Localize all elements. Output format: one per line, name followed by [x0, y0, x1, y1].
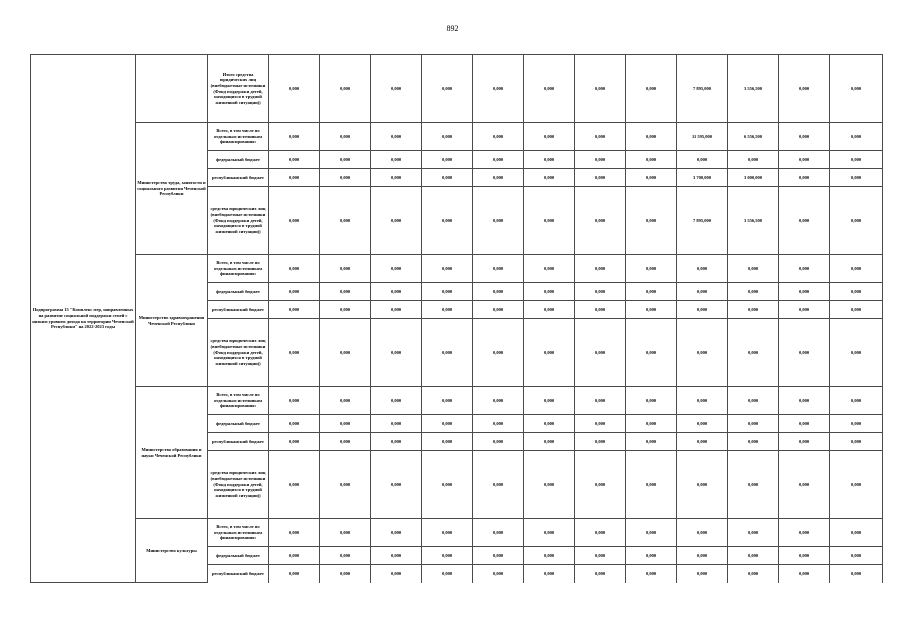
amount-cell: 0,000 [779, 123, 830, 151]
amount-cell: 0,000 [422, 319, 473, 387]
source-fund: средства юридических лиц (внебюджетные источники (Фонд поддержки детей, находящихся в трудной жизненной ситуации)) [208, 187, 269, 255]
amount-cell: 0,000 [728, 283, 779, 301]
amount-cell: 0,000 [320, 187, 371, 255]
amount-cell: 0,000 [728, 433, 779, 451]
source-federal: федеральный бюджет [208, 283, 269, 301]
amount-cell: 0,000 [575, 255, 626, 283]
amount-cell: 0,000 [320, 387, 371, 415]
amount-cell: 0,000 [320, 301, 371, 319]
amount-cell: 0,000 [320, 415, 371, 433]
amount-cell: 0,000 [830, 123, 883, 151]
amount-cell: 3 700,000 [677, 169, 728, 187]
amount-cell: 0,000 [473, 387, 524, 415]
amount-cell: 0,000 [575, 187, 626, 255]
program-label: Подпрограмма 15 "Комплекс мер, направленных на развитие социальной поддержки семей с низким уровнем дохода на территории Чеченской Республики" на 2022-2023 годы [31, 55, 136, 583]
amount-cell: 0,000 [830, 283, 883, 301]
amount-cell: 3 556,500 [728, 55, 779, 123]
amount-cell: 0,000 [473, 187, 524, 255]
amount-cell: 0,000 [524, 283, 575, 301]
amount-cell: 0,000 [269, 283, 320, 301]
table-row [31, 387, 883, 415]
amount-cell: 0,000 [677, 433, 728, 451]
amount-cell: 0,000 [524, 123, 575, 151]
amount-cell: 0,000 [779, 319, 830, 387]
amount-cell: 0,000 [830, 433, 883, 451]
amount-cell: 0,000 [320, 255, 371, 283]
amount-cell: 0,000 [371, 415, 422, 433]
amount-cell: 0,000 [728, 547, 779, 565]
amount-cell: 0,000 [473, 433, 524, 451]
amount-cell: 0,000 [830, 55, 883, 123]
amount-cell: 0,000 [473, 301, 524, 319]
amount-cell: 0,000 [626, 255, 677, 283]
amount-cell: 0,000 [575, 565, 626, 583]
amount-cell: 0,000 [269, 255, 320, 283]
amount-cell: 0,000 [524, 519, 575, 547]
amount-cell: 0,000 [728, 415, 779, 433]
amount-cell: 0,000 [779, 169, 830, 187]
source-republic: республиканский бюджет [208, 301, 269, 319]
agency-culture-ministry: Министерство культуры [136, 519, 208, 583]
amount-cell: 0,000 [626, 55, 677, 123]
amount-cell: 0,000 [320, 55, 371, 123]
amount-cell: 0,000 [422, 187, 473, 255]
amount-cell: 0,000 [269, 55, 320, 123]
amount-cell: 0,000 [779, 301, 830, 319]
amount-cell: 0,000 [371, 301, 422, 319]
amount-cell: 0,000 [320, 169, 371, 187]
amount-cell: 0,000 [269, 565, 320, 583]
amount-cell: 0,000 [728, 319, 779, 387]
amount-cell: 0,000 [524, 451, 575, 519]
amount-cell: 0,000 [779, 547, 830, 565]
amount-cell: 0,000 [575, 547, 626, 565]
amount-cell: 0,000 [473, 169, 524, 187]
amount-cell: 0,000 [626, 519, 677, 547]
amount-cell: 0,000 [524, 187, 575, 255]
source-total: Всего, в том числе по отдельным источникам финансирования: [208, 255, 269, 283]
amount-cell: 0,000 [422, 283, 473, 301]
amount-cell: 0,000 [371, 169, 422, 187]
amount-cell: 0,000 [524, 55, 575, 123]
amount-cell: 0,000 [575, 319, 626, 387]
amount-cell: 0,000 [371, 151, 422, 169]
amount-cell: 0,000 [830, 319, 883, 387]
amount-cell: 0,000 [677, 255, 728, 283]
amount-cell: 0,000 [626, 433, 677, 451]
source-republic: республиканский бюджет [208, 169, 269, 187]
amount-cell: 0,000 [371, 255, 422, 283]
amount-cell: 0,000 [626, 319, 677, 387]
amount-cell: 0,000 [422, 451, 473, 519]
amount-cell: 0,000 [371, 283, 422, 301]
source-fund-total: Итого средства юридических лиц (внебюджетные источники (Фонд поддержки детей, находящихся в трудной жизненной ситуации)) [208, 55, 269, 123]
amount-cell: 0,000 [473, 255, 524, 283]
amount-cell: 0,000 [320, 283, 371, 301]
amount-cell: 0,000 [830, 151, 883, 169]
amount-cell: 0,000 [320, 123, 371, 151]
amount-cell: 0,000 [626, 187, 677, 255]
amount-cell: 7 895,000 [677, 187, 728, 255]
amount-cell: 0,000 [575, 415, 626, 433]
agency-education-ministry: Министерство образования и науки Чеченской Республики [136, 387, 208, 519]
amount-cell: 3 000,000 [728, 169, 779, 187]
amount-cell: 0,000 [269, 387, 320, 415]
amount-cell: 0,000 [728, 151, 779, 169]
amount-cell: 0,000 [779, 565, 830, 583]
amount-cell: 0,000 [830, 565, 883, 583]
amount-cell: 0,000 [269, 301, 320, 319]
amount-cell: 0,000 [320, 565, 371, 583]
source-total: Всего, в том числе по отдельным источникам финансирования: [208, 123, 269, 151]
amount-cell: 0,000 [830, 451, 883, 519]
amount-cell: 0,000 [269, 169, 320, 187]
amount-cell: 3 556,500 [728, 187, 779, 255]
amount-cell: 0,000 [422, 433, 473, 451]
amount-cell: 0,000 [830, 301, 883, 319]
amount-cell: 0,000 [677, 301, 728, 319]
amount-cell: 11 595,000 [677, 123, 728, 151]
amount-cell: 0,000 [320, 547, 371, 565]
amount-cell: 0,000 [626, 169, 677, 187]
amount-cell: 7 895,000 [677, 55, 728, 123]
amount-cell: 0,000 [830, 187, 883, 255]
agency-cell-empty [136, 55, 208, 123]
amount-cell: 0,000 [779, 451, 830, 519]
amount-cell: 0,000 [728, 519, 779, 547]
amount-cell: 0,000 [371, 565, 422, 583]
amount-cell: 0,000 [473, 519, 524, 547]
source-federal: федеральный бюджет [208, 547, 269, 565]
amount-cell: 0,000 [524, 255, 575, 283]
amount-cell: 0,000 [473, 319, 524, 387]
amount-cell: 0,000 [626, 151, 677, 169]
source-republic: республиканский бюджет [208, 433, 269, 451]
table-row [31, 55, 883, 123]
amount-cell: 0,000 [269, 123, 320, 151]
amount-cell: 0,000 [524, 415, 575, 433]
amount-cell: 0,000 [779, 387, 830, 415]
amount-cell: 0,000 [269, 187, 320, 255]
amount-cell: 0,000 [473, 151, 524, 169]
amount-cell: 0,000 [677, 519, 728, 547]
amount-cell: 0,000 [269, 451, 320, 519]
amount-cell: 0,000 [677, 565, 728, 583]
source-fund: средства юридических лиц (внебюджетные источники (Фонд поддержки детей, находящихся в трудной жизненной ситуации)) [208, 319, 269, 387]
amount-cell: 0,000 [371, 319, 422, 387]
amount-cell: 0,000 [269, 433, 320, 451]
amount-cell: 0,000 [371, 451, 422, 519]
source-federal: федеральный бюджет [208, 415, 269, 433]
amount-cell: 0,000 [677, 451, 728, 519]
amount-cell: 0,000 [320, 151, 371, 169]
amount-cell: 0,000 [779, 55, 830, 123]
source-federal: федеральный бюджет [208, 151, 269, 169]
amount-cell: 0,000 [728, 387, 779, 415]
amount-cell: 0,000 [320, 319, 371, 387]
amount-cell: 0,000 [728, 255, 779, 283]
amount-cell: 0,000 [422, 387, 473, 415]
amount-cell: 0,000 [422, 547, 473, 565]
agency-labor-ministry: Министерство труда, занятости и социального развития Чеченской Республики [136, 123, 208, 255]
amount-cell: 0,000 [677, 547, 728, 565]
amount-cell: 0,000 [473, 451, 524, 519]
amount-cell: 0,000 [371, 187, 422, 255]
amount-cell: 0,000 [320, 451, 371, 519]
table-row [31, 519, 883, 547]
table-row [31, 123, 883, 151]
amount-cell: 0,000 [422, 123, 473, 151]
amount-cell: 0,000 [830, 255, 883, 283]
amount-cell: 0,000 [626, 565, 677, 583]
amount-cell: 0,000 [524, 387, 575, 415]
amount-cell: 0,000 [320, 519, 371, 547]
amount-cell: 0,000 [575, 283, 626, 301]
amount-cell: 0,000 [626, 387, 677, 415]
table-row [31, 255, 883, 283]
source-republic: республиканский бюджет [208, 565, 269, 583]
amount-cell: 0,000 [575, 301, 626, 319]
amount-cell: 0,000 [575, 433, 626, 451]
amount-cell: 0,000 [524, 319, 575, 387]
amount-cell: 0,000 [779, 255, 830, 283]
amount-cell: 0,000 [473, 547, 524, 565]
amount-cell: 0,000 [524, 565, 575, 583]
amount-cell: 0,000 [626, 301, 677, 319]
source-total: Всего, в том числе по отдельным источникам финансирования: [208, 387, 269, 415]
amount-cell: 0,000 [371, 547, 422, 565]
amount-cell: 0,000 [779, 519, 830, 547]
amount-cell: 0,000 [422, 255, 473, 283]
amount-cell: 0,000 [524, 433, 575, 451]
amount-cell: 0,000 [779, 415, 830, 433]
amount-cell: 0,000 [626, 415, 677, 433]
amount-cell: 0,000 [524, 151, 575, 169]
amount-cell: 0,000 [473, 415, 524, 433]
amount-cell: 0,000 [575, 169, 626, 187]
amount-cell: 0,000 [524, 301, 575, 319]
amount-cell: 0,000 [779, 433, 830, 451]
amount-cell: 0,000 [524, 547, 575, 565]
amount-cell: 0,000 [779, 151, 830, 169]
amount-cell: 0,000 [677, 319, 728, 387]
amount-cell: 0,000 [626, 123, 677, 151]
amount-cell: 0,000 [728, 565, 779, 583]
source-fund: средства юридических лиц (внебюджетные источники (Фонд поддержки детей, находящихся в трудной жизненной ситуации)) [208, 451, 269, 519]
amount-cell: 0,000 [422, 301, 473, 319]
amount-cell: 0,000 [269, 415, 320, 433]
amount-cell: 0,000 [473, 55, 524, 123]
amount-cell: 0,000 [677, 387, 728, 415]
amount-cell: 0,000 [626, 547, 677, 565]
amount-cell: 0,000 [830, 547, 883, 565]
amount-cell: 0,000 [371, 387, 422, 415]
amount-cell: 0,000 [269, 547, 320, 565]
amount-cell: 0,000 [473, 123, 524, 151]
amount-cell: 0,000 [575, 451, 626, 519]
amount-cell: 0,000 [575, 387, 626, 415]
amount-cell: 0,000 [422, 151, 473, 169]
amount-cell: 0,000 [473, 565, 524, 583]
amount-cell: 0,000 [830, 387, 883, 415]
amount-cell: 0,000 [371, 123, 422, 151]
amount-cell: 0,000 [422, 415, 473, 433]
amount-cell: 0,000 [728, 301, 779, 319]
amount-cell: 0,000 [269, 151, 320, 169]
amount-cell: 0,000 [320, 433, 371, 451]
amount-cell: 0,000 [626, 283, 677, 301]
amount-cell: 0,000 [422, 519, 473, 547]
amount-cell: 0,000 [473, 283, 524, 301]
amount-cell: 0,000 [779, 283, 830, 301]
amount-cell: 0,000 [575, 151, 626, 169]
amount-cell: 0,000 [371, 519, 422, 547]
amount-cell: 0,000 [269, 319, 320, 387]
amount-cell: 0,000 [626, 451, 677, 519]
amount-cell: 0,000 [575, 519, 626, 547]
agency-health-ministry: Министерство здравоохранения Чеченской Республики [136, 255, 208, 387]
amount-cell: 0,000 [677, 151, 728, 169]
amount-cell: 6 556,500 [728, 123, 779, 151]
page-number: 892 [446, 24, 459, 33]
amount-cell: 0,000 [575, 123, 626, 151]
amount-cell: 0,000 [677, 283, 728, 301]
amount-cell: 0,000 [575, 55, 626, 123]
financing-table [30, 54, 883, 583]
amount-cell: 0,000 [779, 187, 830, 255]
amount-cell: 0,000 [830, 169, 883, 187]
amount-cell: 0,000 [830, 519, 883, 547]
source-total: Всего, в том числе по отдельным источникам финансирования: [208, 519, 269, 547]
amount-cell: 0,000 [524, 169, 575, 187]
amount-cell: 0,000 [422, 169, 473, 187]
amount-cell: 0,000 [269, 519, 320, 547]
amount-cell: 0,000 [728, 451, 779, 519]
amount-cell: 0,000 [830, 415, 883, 433]
amount-cell: 0,000 [677, 415, 728, 433]
amount-cell: 0,000 [371, 433, 422, 451]
amount-cell: 0,000 [371, 55, 422, 123]
amount-cell: 0,000 [422, 55, 473, 123]
amount-cell: 0,000 [422, 565, 473, 583]
